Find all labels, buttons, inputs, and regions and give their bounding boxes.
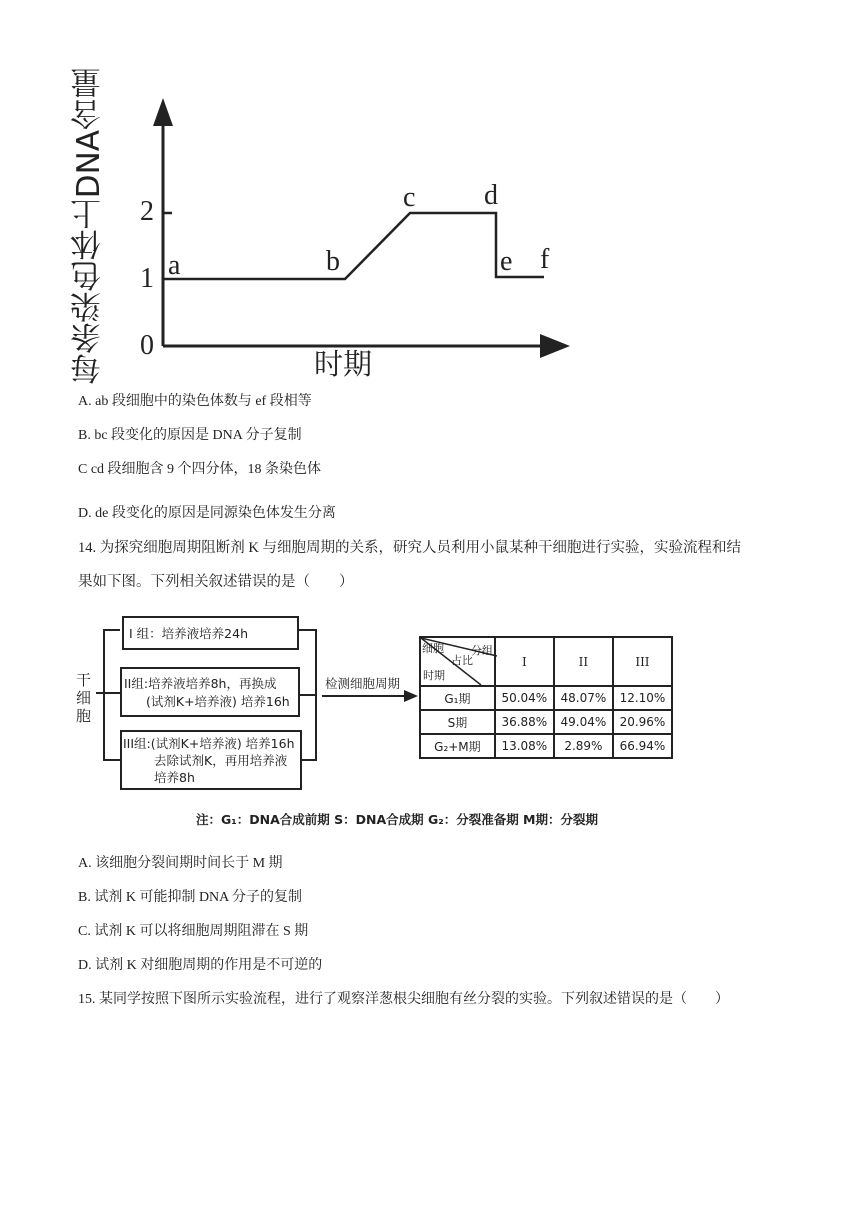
x-axis-label: 时期: [314, 347, 373, 381]
group3-text-line1: III组:(试剂K+培养液) 培养16h: [123, 736, 295, 751]
group2-text-line2: (试剂K+培养液) 培养16h: [146, 694, 290, 709]
q14-stem-line2: 果如下图。下列相关叙述错误的是（ ）: [78, 574, 354, 590]
table-cell: 36.88%: [495, 710, 554, 734]
q13-option-d: D. de 段变化的原因是同源染色体发生分离: [78, 506, 336, 521]
q14-option-c: C. 试剂 K 可以将细胞周期阻滞在 S 期: [78, 924, 309, 939]
cell-label: [76, 671, 91, 725]
group3-text-line2: 去除试剂K，再用培养液: [154, 753, 288, 768]
y-axis-arrow: [153, 98, 173, 126]
group2-text-line1: II组:培养液培养8h，再换成: [124, 676, 277, 691]
table-cell: 2.89%: [554, 734, 613, 758]
group2-box: [120, 667, 300, 717]
table-cell: 13.08%: [495, 734, 554, 758]
table-row: [420, 686, 672, 710]
point-label-e: e: [500, 246, 513, 277]
corner-text-group: 分组: [471, 644, 493, 657]
q13-option-b: B. bc 段变化的原因是 DNA 分子复制: [78, 428, 302, 443]
dna-curve: [163, 213, 544, 279]
table-cell: 20.96%: [613, 710, 672, 734]
group3-box: [120, 730, 302, 790]
table-header-1: I: [495, 637, 554, 686]
table-cell: 48.07%: [554, 686, 613, 710]
diagram-note: 注：G₁：DNA合成前期 S：DNA合成期 G₂：分裂准备期 M期：分裂期: [196, 812, 598, 827]
point-label-c: c: [403, 182, 416, 213]
dna-content-graph: [60, 60, 580, 390]
y-tick-label-2: 2: [140, 196, 154, 227]
results-table: [419, 636, 673, 759]
point-label-f: f: [540, 244, 550, 275]
table-corner-cell: [420, 637, 495, 686]
y-tick-label-1: 1: [140, 263, 154, 294]
q15-stem: 15. 某同学按照下图所示实验流程，进行了观察洋葱根尖细胞有丝分裂的实验。下列叙述错误的是（ ）: [78, 992, 729, 1007]
cell-label-char: 细: [76, 689, 92, 707]
point-label-b: b: [326, 246, 340, 277]
y-axis-label: 每条染色体上DNA含量: [71, 68, 107, 385]
graph-axes: [60, 60, 580, 390]
q14-stem-line1: 14. 为探究细胞周期阻断剂 K 与细胞周期的关系，研究人员利用小鼠某种干细胞进行实验，实验流程和结: [78, 540, 741, 556]
arrow-label: 检测细胞周期: [325, 676, 401, 691]
q13-option-c: C cd 段细胞含 9 个四分体，18 条染色体: [78, 462, 322, 477]
corner-text-ratio: 占比: [451, 654, 473, 667]
table-row-phase: S期: [420, 710, 495, 734]
table-cell: 66.94%: [613, 734, 672, 758]
table-row-phase: G₂+M期: [420, 734, 495, 758]
q14-option-d: D. 试剂 K 对细胞周期的作用是不可逆的: [78, 958, 323, 973]
q14-option-b: B. 试剂 K 可能抑制 DNA 分子的复制: [78, 890, 303, 905]
q13-option-a: A. ab 段细胞中的染色体数与 ef 段相等: [78, 394, 312, 409]
table-row-phase: G₁期: [420, 686, 495, 710]
cell-label-char: 胞: [76, 707, 92, 725]
group3-text-line3: 培养8h: [154, 770, 195, 785]
y-tick-label-0: 0: [140, 330, 154, 361]
table-row: [420, 734, 672, 758]
x-axis-arrow: [540, 334, 570, 358]
point-label-d: d: [484, 180, 498, 211]
table-cell: 50.04%: [495, 686, 554, 710]
point-label-a: a: [168, 250, 181, 281]
table-header-2: II: [554, 637, 613, 686]
corner-text-cell: 细胞: [422, 642, 444, 655]
q14-option-a: A. 该细胞分裂间期时间长于 M 期: [78, 856, 283, 871]
table-cell: 12.10%: [613, 686, 672, 710]
group1-text: I 组：培养液培养24h: [129, 626, 248, 641]
table-cell: 49.04%: [554, 710, 613, 734]
group1-box: [122, 616, 299, 650]
table-row: [420, 710, 672, 734]
table-header-3: III: [613, 637, 672, 686]
corner-text-phase: 时期: [423, 669, 445, 682]
cell-label-char: 干: [76, 671, 92, 689]
